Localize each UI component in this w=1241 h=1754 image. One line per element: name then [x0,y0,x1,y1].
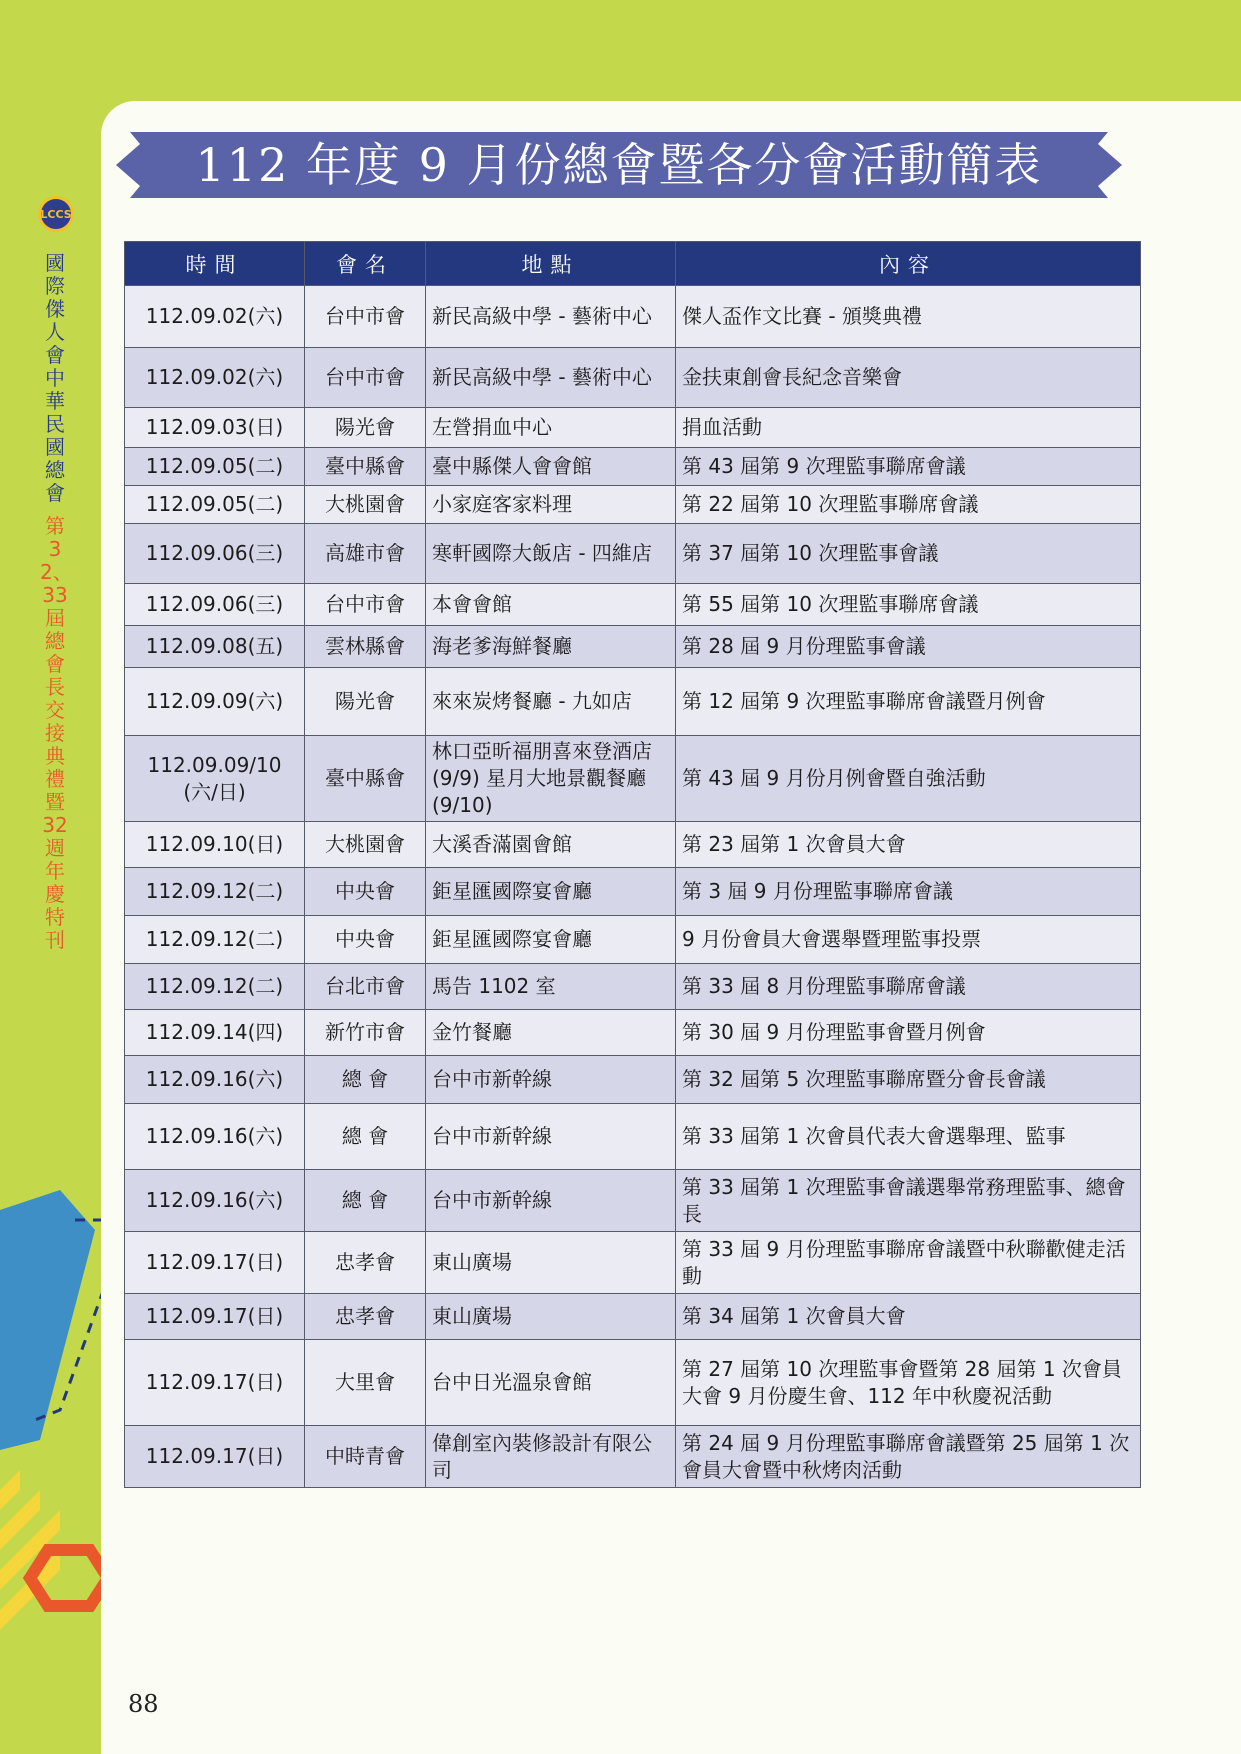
cell-club: 台中市會 [305,584,426,626]
page-number: 88 [128,1690,159,1718]
cell-location: 新民高級中學 - 藝術中心 [426,348,676,408]
cell-date: 112.09.12(二) [125,916,305,964]
organization-logo-icon [38,196,74,232]
cell-content: 第 12 屆第 9 次理監事聯席會議暨月例會 [676,668,1141,736]
logo-text: LCCS [40,207,72,221]
table-row [125,286,1141,348]
cell-club: 雲林縣會 [305,626,426,668]
cell-club: 中央會 [305,868,426,916]
cell-location: 馬告 1102 室 [426,964,676,1010]
cell-location: 台中市新幹線 [426,1170,676,1232]
table-row [125,1170,1141,1232]
cell-date: 112.09.03(日) [125,408,305,448]
cell-date: 112.09.05(二) [125,448,305,486]
cell-content: 第 22 屆第 10 次理監事聯席會議 [676,486,1141,524]
cell-location: 鉅星匯國際宴會廳 [426,868,676,916]
cell-location: 台中市新幹線 [426,1104,676,1170]
cell-location: 台中日光溫泉會館 [426,1340,676,1426]
cell-content: 第 37 屆第 10 次理監事會議 [676,524,1141,584]
table-row [125,626,1141,668]
cell-club: 台中市會 [305,348,426,408]
cell-date: 112.09.12(二) [125,868,305,916]
cell-club: 中時青會 [305,1426,426,1488]
schedule-table [124,241,1141,1488]
cell-location: 左營捐血中心 [426,408,676,448]
table-row [125,584,1141,626]
cell-date: 112.09.05(二) [125,486,305,524]
cell-location: 大溪香滿園會館 [426,822,676,868]
cell-content: 第 43 屆 9 月份月例會暨自強活動 [676,736,1141,822]
table-row [125,964,1141,1010]
cell-date: 112.09.17(日) [125,1294,305,1340]
cell-club: 台中市會 [305,286,426,348]
cell-content: 金扶東創會長紀念音樂會 [676,348,1141,408]
cell-club: 陽光會 [305,668,426,736]
cell-location: 本會會館 [426,584,676,626]
cell-location: 東山廣場 [426,1294,676,1340]
cell-date: 112.09.17(日) [125,1232,305,1294]
table-body [125,286,1141,1488]
table-row [125,348,1141,408]
cell-club: 中央會 [305,916,426,964]
cell-date: 112.09.09(六) [125,668,305,736]
cell-content: 第 24 屆 9 月份理監事聯席會議暨第 25 屆第 1 次會員大會暨中秋烤肉活動 [676,1426,1141,1488]
header-content: 內容 [676,242,1141,286]
table-row [125,1340,1141,1426]
cell-location: 東山廣場 [426,1232,676,1294]
cell-content: 第 30 屆 9 月份理監事會暨月例會 [676,1010,1141,1056]
blue-hexagon-shape [0,1190,95,1450]
cell-club: 忠孝會 [305,1294,426,1340]
cell-content: 第 43 屆第 9 次理監事聯席會議 [676,448,1141,486]
cell-content: 第 28 屆 9 月份理監事會議 [676,626,1141,668]
cell-location: 林口亞昕福朋喜來登酒店 (9/9) 星月大地景觀餐廳 (9/10) [426,736,676,822]
cell-club: 臺中縣會 [305,448,426,486]
cell-content: 捐血活動 [676,408,1141,448]
cell-date: 112.09.06(三) [125,584,305,626]
cell-club: 台北市會 [305,964,426,1010]
cell-club: 臺中縣會 [305,736,426,822]
table-row [125,1010,1141,1056]
side-vertical-text [40,251,73,952]
top-band [0,0,1241,100]
cell-content: 第 33 屆第 1 次理監事會議選舉常務理監事、總會長 [676,1170,1141,1232]
cell-location: 海老爹海鮮餐廳 [426,626,676,668]
cell-content: 第 32 屆第 5 次理監事聯席暨分會長會議 [676,1056,1141,1104]
title-banner [116,132,1122,198]
table-row [125,822,1141,868]
cell-location: 臺中縣傑人會會館 [426,448,676,486]
table-row [125,524,1141,584]
page-title: 112 年度 9 月份總會暨各分會活動簡表 [195,138,1043,192]
cell-content: 傑人盃作文比賽 - 頒獎典禮 [676,286,1141,348]
cell-content: 第 34 屆第 1 次會員大會 [676,1294,1141,1340]
cell-location: 來來炭烤餐廳 - 九如店 [426,668,676,736]
table-row [125,1056,1141,1104]
cell-club: 高雄市會 [305,524,426,584]
header-date: 時間 [125,242,305,286]
cell-date: 112.09.17(日) [125,1426,305,1488]
cell-date: 112.09.14(四) [125,1010,305,1056]
table-row [125,1104,1141,1170]
cell-date: 112.09.17(日) [125,1340,305,1426]
cell-content: 第 33 屆 8 月份理監事聯席會議 [676,964,1141,1010]
side-subtitle: 第32、33屆總會長交接典禮暨32週年慶特刊 [40,514,73,952]
cell-content: 9 月份會員大會選舉暨理監事投票 [676,916,1141,964]
cell-club: 大里會 [305,1340,426,1426]
cell-date: 112.09.16(六) [125,1104,305,1170]
cell-date: 112.09.08(五) [125,626,305,668]
table-header-row [125,242,1141,286]
cell-location: 小家庭客家料理 [426,486,676,524]
header-club: 會名 [305,242,426,286]
cell-location: 台中市新幹線 [426,1056,676,1104]
cell-club: 總 會 [305,1170,426,1232]
cell-date: 112.09.09/10 (六/日) [125,736,305,822]
cell-club: 大桃園會 [305,486,426,524]
cell-date: 112.09.16(六) [125,1170,305,1232]
table-row [125,448,1141,486]
side-org-name: 國際傑人會中華民國總會 [45,251,65,505]
cell-club: 總 會 [305,1104,426,1170]
cell-date: 112.09.12(二) [125,964,305,1010]
cell-content: 第 23 屆第 1 次會員大會 [676,822,1141,868]
cell-location: 寒軒國際大飯店 - 四維店 [426,524,676,584]
cell-content: 第 3 屆 9 月份理監事聯席會議 [676,868,1141,916]
table-row [125,736,1141,822]
cell-club: 總 會 [305,1056,426,1104]
cell-location: 新民高級中學 - 藝術中心 [426,286,676,348]
cell-date: 112.09.02(六) [125,286,305,348]
table-row [125,486,1141,524]
cell-location: 偉創室內裝修設計有限公司 [426,1426,676,1488]
cell-content: 第 33 屆 9 月份理監事聯席會議暨中秋聯歡健走活動 [676,1232,1141,1294]
cell-club: 大桃園會 [305,822,426,868]
cell-location: 金竹餐廳 [426,1010,676,1056]
cell-club: 新竹市會 [305,1010,426,1056]
cell-club: 陽光會 [305,408,426,448]
cell-date: 112.09.16(六) [125,1056,305,1104]
table-row [125,668,1141,736]
cell-date: 112.09.10(日) [125,822,305,868]
cell-content: 第 55 屆第 10 次理監事聯席會議 [676,584,1141,626]
cell-content: 第 27 屆第 10 次理監事會暨第 28 屆第 1 次會員大會 9 月份慶生會、112 年中秋慶祝活動 [676,1340,1141,1426]
cell-club: 忠孝會 [305,1232,426,1294]
table-row [125,1426,1141,1488]
cell-date: 112.09.06(三) [125,524,305,584]
header-location: 地點 [426,242,676,286]
table-row [125,868,1141,916]
table-row [125,1232,1141,1294]
table-row [125,1294,1141,1340]
table-row [125,916,1141,964]
cell-date: 112.09.02(六) [125,348,305,408]
cell-content: 第 33 屆第 1 次會員代表大會選舉理、監事 [676,1104,1141,1170]
cell-location: 鉅星匯國際宴會廳 [426,916,676,964]
table-row [125,408,1141,448]
